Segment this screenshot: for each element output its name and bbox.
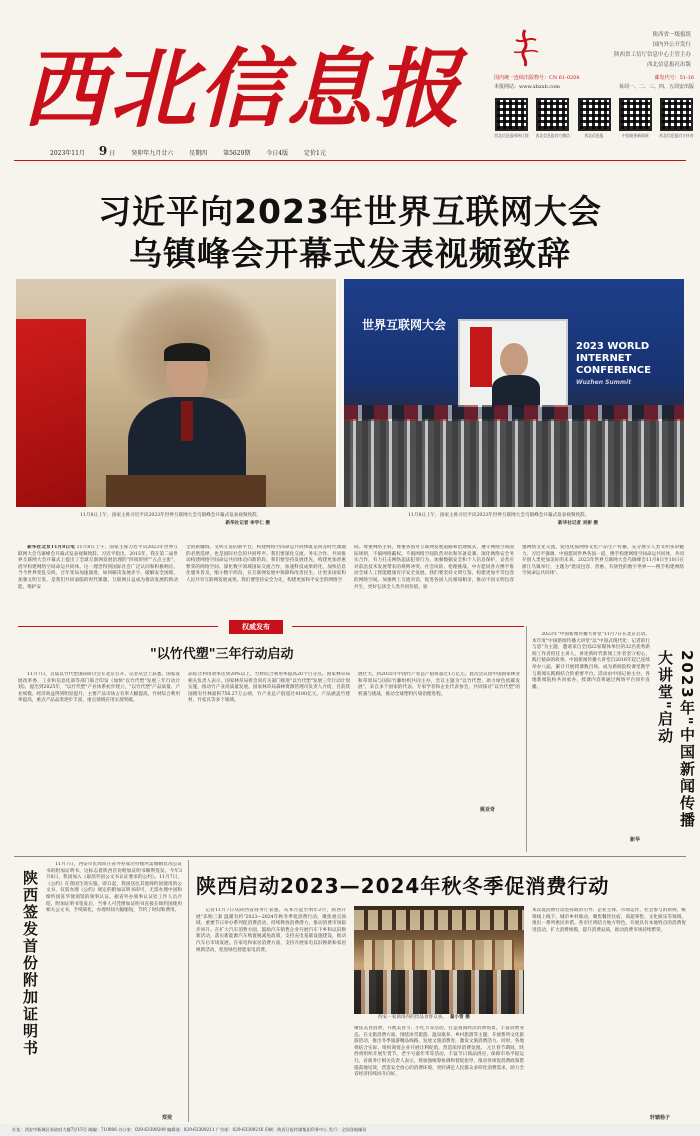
- consumption-col-4: 本次促消费行动坚持政府引导、企业主体、市场运作、社会参与的原则，统筹线上线下，城市乡村联动，聚焦餐饮住宿、商超零售、文化娱乐等领域，推出一系列惠民举措。各市区将结合地方特色，开展具有本地特点的消费促进活动，扩大消费规模，提升消费品质，推动消费市场持续繁荣。: [532, 908, 686, 933]
- lunar-date: 癸卯年九月廿六: [131, 150, 174, 157]
- screen-text-right: 2023 WORLD INTERNET CONFERENCE Wuzhen Summit: [576, 341, 651, 386]
- qr-code-item[interactable]: 西北信息报: [577, 98, 612, 160]
- issue-day-unit: 日: [109, 150, 116, 157]
- info-publisher: 西北信息报社出版: [646, 62, 691, 68]
- consumption-col-2: 聚焦美食消费，开展美食节、小吃节等活动，打造夜间经济消费场景，丰富消费业态。在文旅消费方面，围绕冰雪旅游、温泉康养、乡村旅游等主题，开展系列文化旅游活动，推出冬季旅游精品线路，发放文旅消费券，激发文旅消费活力。同时，各地将结合实际，组织商贸企业开展让利促销，营造浓厚消费氛围。 元旦春节期间，陕西将组织开展年货节、老字号嘉年华等活动，丰富节日商品供应，保障市场平稳运行。省商务厅相关负责人表示，将加强统筹协调和督促指导，推动各项促消费政策措施落地见效，营造安全放心的消费环境，更好满足人民群众多样化消费需求，助力全省经济持续回升向好。: [354, 1026, 524, 1078]
- bamboo-byline: 姚亚奇: [480, 807, 496, 813]
- price: 定价1元: [304, 150, 326, 157]
- qr-code-item[interactable]: 西北信息报网络订阅: [494, 98, 529, 160]
- issue-year-month: 2023年11月: [50, 150, 85, 157]
- crowd: [354, 970, 524, 1014]
- qr-code-row: [494, 98, 694, 160]
- screen-flag-icon: [470, 327, 492, 387]
- forum-body: 2023年"中国新闻传播大讲堂"11月7日在北京启动。本年度"中国新闻传播大讲堂"以"中国式现代化：记者的行与思"为主题，邀请来自全国22家媒体单位的32名优秀新闻工作者担任主讲人，讲述新时代新闻工作者坚守初心、践行使命的故事。中国新闻传播大讲堂自2016年起已连续举办八届，累计开展授课数百场，成为新闻院校课堂教学与新闻实践相结合的重要平台。活动由中国记协主办，各地新闻院校共同承办，授课内容将通过网络平台同步直播。: [532, 632, 650, 690]
- lead-article-col-3: 间。尊重网络主权，尊重各国对互联网发展道路和治理模式、遵守网络空间国际规则，不搞网络霸权。不搞网络空间阵营对抗和军备竞赛。深化网络安全务实合作，有力打击网络违法犯罪行为，加强数据安全和个人信息保护，妥善应对前沿技术发展带来的规则冲突、社会风险、伦理挑战。中方愿同各方携手推动全球人工智能健康有序安全发展。我们要坚持文明互鉴，构建更加平等包容的网络空间。加强网上交流对话，促进各国人民相知相亲，推动不同文明包容共生，更好弘扬全人类共同价值，加: [354, 545, 514, 590]
- issue-number: 第5629期: [223, 150, 251, 157]
- forum-vertical-title: 2023年"中国新闻传播大讲堂"启动: [656, 650, 696, 829]
- consumption-col-1: 记者11月7日从陕西省商务厅获悉，从本月起至明年2月，陕西开展"乐购三秦 温暖有约"2023—2024年秋冬季促消费行动，聚焦重点领域、重要节日举办系列促消费活动，持续释放消费潜力，推动消费市场稳步回升。在扩大汽车消费方面，鼓励汽车销售企业开展汽车下乡和以旧换新活动，落实新能源汽车购置税减免政策，支持充电基础设施建设，推动汽车后市场发展。在家电和家居消费方面，支持开展家电以旧换新和家居焕新活动，促进绿色智能家电消费。: [196, 908, 346, 953]
- bamboo-article-title: "以竹代塑"三年行动启动: [150, 647, 294, 662]
- speaker-hair: [164, 343, 210, 361]
- info-distribution: 国内外公开发行: [652, 42, 691, 48]
- screen-speaker-suit: [492, 375, 540, 407]
- lead-article-col-2: 全的新疆域、文明互鉴的新平台，构建网络空间命运共同体既是回答时代课题的必然选择，也是国际社会的共同呼声。我们要深化交流、务实合作，共同推动构建网络空间命运共同体迈向新阶段。我们要坚持发展优先，构建更加普惠繁荣的网络空间。深化数字领域国际交流合作，加速科技成果转化，加快信息化服务普及，缩小数字鸿沟，在互联网发展中保障和改善民生，让更多国家和人民共享互联网发展成果。我们要坚持安全为先，构建更加和平安全的网络空: [186, 545, 346, 583]
- qr-code-icon: [619, 98, 652, 131]
- cert-vertical-title: 陕西签发首份附加证明书: [21, 870, 39, 1057]
- dateline: 新华社北京11月8日电: [27, 545, 76, 550]
- publishing-schedule: 每周一、二、三、四、五周安出版: [618, 84, 694, 90]
- section-rule-right: [292, 626, 524, 627]
- desk: [106, 475, 266, 507]
- speaker-tie: [181, 401, 193, 441]
- lead-article-col-1: 新华社北京11月8日电 11月8日上午，国家主席习近平向2023年世界互联网大会乌镇峰会开幕式发表视频致辞。习近平指出，2015年，我在第二届世界互联网大会开幕式上提出了全球互联网发展治理的"四项原则""五点主张"，倡导构建网络空间命运共同体。这一理念得到国际社会广泛认同和积极响应。当今世界变乱交织，百年变局加速演进，如何解决发展赤字、破解安全困境、加强文明互鉴，是我们共同面临的时代课题。互联网日益成为推动发展的新动能、维护安: [18, 545, 178, 590]
- bamboo-article-col-3: 展壮大，到2035年中国竹产业总产值将超过1万亿元。此次会议由中国国家林业和草原局与国际竹藤组织共同主办，会议主题为"以竹代塑，助力绿色低碳发展"，来自多个国家的代表、专家学者和企业代表参会，共同探讨"以竹代塑"的机遇与挑战，推动全球塑料污染治理进程。: [358, 672, 520, 697]
- section-rule-left: [18, 626, 218, 627]
- bamboo-article-col-1: 11月7日，首届以竹代塑国际研讨会在北京召开。记者从会上获悉，国家发展改革委、工业和信息化部等部门联合印发《加快"以竹代塑"发展三年行动计划》，提出到2025年，"以竹代塑"产业体系初步建立，"以竹代塑"产品质量、产业规模、经济效益得到明显提升，主要产品市场占有率大幅提高。竹材综合利用率提高，重点产品品类逐步丰富，重点领域应用实现突破。: [18, 672, 180, 704]
- photo-video-address: [16, 279, 336, 507]
- qr-code-icon: [495, 98, 528, 131]
- masthead-divider: [14, 160, 686, 161]
- consumption-byline: 轩辕杨子: [650, 1115, 671, 1121]
- issue-day: 9: [98, 144, 108, 158]
- lower-section-rule: [14, 856, 686, 857]
- photo-mall: [354, 906, 524, 1014]
- right-photo-caption: 11月8日上午，国家主席习近平向2023年世界互联网大会乌镇峰会开幕式发表视频致辞。 新华社记者 刘彬 摄: [408, 513, 598, 526]
- display-counter: [364, 940, 514, 970]
- cert-body: 11月7日，西安市民周同在省外办成功办理所需婚姻状况公证书的附加证明书，这标志着陕西首份附加证明书顺利签发。今年3月8日，我国加入《取消外国公文书认证要求的公约》。11月7日，《公约》在我国生效实施。即日起，我国送往其他缔约国使用的公文书，仅需办理《公约》规定的附加证明书即可，无需办理中国和缔约国驻华使领馆的领事认证。据省外办领事认证处工作人员介绍，附加证明书签发后，当事人可凭附加证明书直接在缔约国使用相关公文书，手续简化，办理时间大幅缩短，节约了时间和费用。: [46, 862, 182, 914]
- screen-speaker-head: [500, 343, 528, 377]
- headline-line-1: 习近平向2023年世界互联网大会: [98, 192, 602, 231]
- left-photo-caption: 11月8日上午，国家主席习近平向2023年世界互联网大会乌镇峰会开幕式发表视频致辞。 新华社记者 李学仁 摄: [80, 513, 270, 526]
- qr-code-item[interactable]: 西北信息报官方抖音: [659, 98, 694, 160]
- website-link[interactable]: 本报网站：www.xbxxb.com: [494, 84, 560, 90]
- forum-byline: 新华: [630, 837, 641, 843]
- photo-divider: [337, 279, 338, 507]
- issue-info-bar: [50, 145, 340, 157]
- bamboo-article-col-2: 品综合利用效率达到20%以上，竹材综合利用率提高20个百分点。国家林草局相关负责人表示，国家林草局将会同有关部门推进"以竹代塑"发展三年行动计划实施，推动竹产业高质量发展。国家林草局森林资源管理司负责人介绍，目前我国拥有竹林面积756.27万公顷，竹产业总产值超过4100亿元，产品涵盖竹建材、竹家具等多个领域。: [188, 672, 350, 704]
- qr-code-item[interactable]: 西北信息报官方微信: [535, 98, 570, 160]
- cert-byline: 郑斐: [162, 1115, 173, 1121]
- info-level: 陕西省一级报纸: [652, 32, 691, 38]
- flag-left-icon: [16, 319, 86, 507]
- photo-conference-hall: [344, 279, 684, 507]
- screen-text-left: 世界互联网大会: [362, 318, 447, 332]
- mall-photo-caption: 西安一家商场内的饮品食客众多。 翟小雪 摄: [378, 1015, 470, 1020]
- page-count: 今日4版: [266, 150, 289, 157]
- weekday: 星期四: [189, 150, 208, 157]
- lead-article-col-4: 强网络文化交流，促进优质网络文化产品生产传播，充分展示人类文明多彩魅力。习近平强调，中国愿同世界各国一道，携手构建网络空间命运共同体，共同开创人类更加美好的未来。2023年世界互联网大会乌镇峰会11月8日至10日在浙江乌镇举行，主题为"建设包容、普惠、有韧性的数字世界——携手构建网络空间命运共同体"。: [522, 545, 684, 577]
- cert-divider: [188, 860, 189, 1122]
- video-screen: [458, 319, 568, 407]
- qr-code-icon: [578, 98, 611, 131]
- masthead-title: 西北信息报: [22, 39, 462, 140]
- qr-code-icon: [536, 98, 569, 131]
- front-row: [344, 405, 684, 421]
- qr-code-icon: [660, 98, 693, 131]
- headline-line-2: 乌镇峰会开幕式发表视频致辞: [129, 234, 571, 273]
- postal-code: 邮发代号：51-16: [654, 75, 694, 81]
- shop-signs: [354, 910, 524, 930]
- cn-number: 国内统一连续出版物号：CN 61-0208: [494, 75, 580, 81]
- forum-divider: [526, 626, 527, 852]
- publication-codes: [494, 74, 694, 92]
- publication-info: [536, 30, 691, 70]
- audience: [344, 419, 684, 507]
- footer-info: 社址：西安市新城区省政府大楼7层15号 邮编：710006 办公室：029-63309209 编辑部：029-63309211 广告部：029-63309216 印刷：陕西日报传媒集团印务中心 发行：全国各地邮局: [0, 1124, 700, 1136]
- info-sponsor: 陕西省工信厅信息中心主管主办: [613, 52, 691, 58]
- consumption-article-title: 陕西启动2023—2024年秋冬季促消费行动: [196, 874, 610, 898]
- section-tag: 权威发布: [229, 620, 283, 634]
- qr-code-item[interactable]: 中国商务新闻网: [618, 98, 653, 160]
